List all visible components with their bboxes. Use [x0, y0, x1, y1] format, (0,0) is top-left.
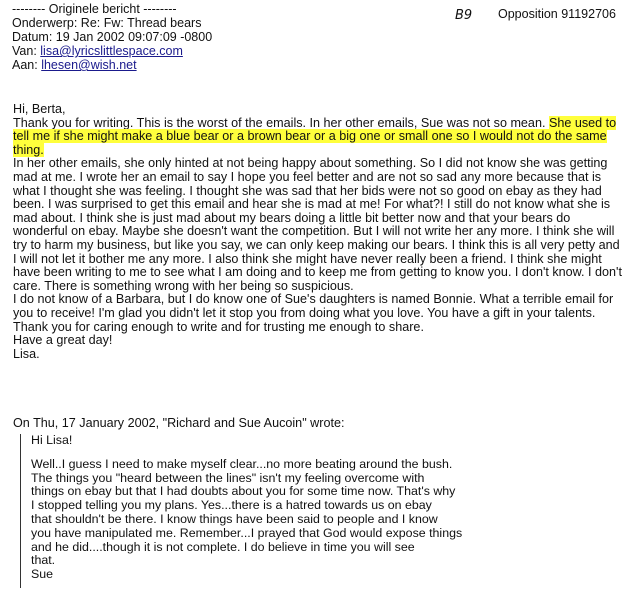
- greeting: Hi, Berta,: [13, 102, 66, 116]
- quote-line: I stopped telling you my plans. Yes...there is a hatred towards us on ebay: [31, 498, 432, 513]
- handwritten-stamp: B9: [455, 8, 473, 23]
- original-message-label: -------- Originele bericht --------: [12, 2, 177, 16]
- quote-greeting: Hi Lisa!: [31, 433, 73, 447]
- to-email-link[interactable]: lhesen@wish.net: [41, 58, 137, 72]
- quote-line: that.: [31, 553, 56, 568]
- quote-line: that shouldn't be there. I know things have been said to people and I know: [31, 511, 438, 526]
- quote-signature: Sue: [31, 567, 54, 582]
- from-row: Van: lisa@lyricslittlespace.com: [12, 44, 183, 58]
- paragraph-4: Thank you for caring enough to write and for trusting me enough to share.: [13, 319, 424, 334]
- date-row: Datum: 19 Jan 2002 09:07:09 -0800: [12, 30, 213, 44]
- email-header: [12, 2, 212, 72]
- paragraph-1: Thank you for writing. This is the worst of the emails. In her other emails, Sue was not so mean. She used to tell me if she might make a blue bear or a brown bear or a big one or small one so I would not do the same thing.: [13, 115, 617, 157]
- quote-line: Well..I guess I need to make myself clear...no more beating around the bush.: [31, 456, 453, 471]
- to-row: Aan: lhesen@wish.net: [12, 58, 137, 72]
- paragraph-2: In her other emails, she only hinted at not being happy about something. So I did not know she was getting mad at me. I wrote her an email to say I hope you feel better and are not so sad any more because that is what I thought she was feeling. I thought she was sad that her bids were not so good on ebay as they had been. I was surprised to get this email and hear she is mad at me! For what?! I still do not know what she is mad about. I think she is just mad about my bears doing a little bit better now and that your bears do wonderful on ebay. Maybe she doesn't want the competition. But I will not write her any more. I think she will try to harm my business, but like you say, we can only keep making our bears. I think this is all very petty and I will not let it bother me any more. I also think she might have never really been a friend. I think she might have been writing to me to see what I am doing and to keep me from getting to know you. I don't know. I don't care. There is something wrong with her being so suspicious.: [13, 156, 622, 293]
- highlighted-text: She used to tell me if she might make a blue bear or a brown bear or a big one or small one so I would not do the same thing.: [13, 115, 617, 157]
- subject-row: Onderwerp: Re: Fw: Thread bears: [12, 16, 202, 30]
- subject-value: Re: Fw: Thread bears: [80, 16, 202, 30]
- email-body: [13, 103, 625, 361]
- paragraph-5: Have a great day!: [13, 333, 113, 348]
- quoted-message: [20, 434, 501, 588]
- quote-line: you have manipulated me. Remember...I prayed that God would expose things: [31, 525, 463, 540]
- quote-line: and he did....though it is not complete. I do believe in time you will see: [31, 539, 415, 554]
- signature: Lisa.: [13, 346, 40, 361]
- quote-line: The things you "heard between the lines" isn't my feeling overcome with: [31, 470, 425, 485]
- quote-header: On Thu, 17 January 2002, "Richard and Sue Aucoin" wrote:: [13, 416, 345, 430]
- date-value: 19 Jan 2002 09:07:09 -0800: [55, 30, 213, 44]
- paragraph-3: I do not know of a Barbara, but I do know one of Sue's daughters is named Bonnie. What a terrible email for you to receive! I'm glad you didn't let it stop you from doing what you love. You have a gift in your talents.: [13, 292, 614, 320]
- quote-line: things on ebay but that I had doubts about you for some time now. That's why: [31, 484, 456, 499]
- from-email-link[interactable]: lisa@lyricslittlespace.com: [40, 44, 183, 58]
- opposition-number: Opposition 91192706: [498, 7, 616, 21]
